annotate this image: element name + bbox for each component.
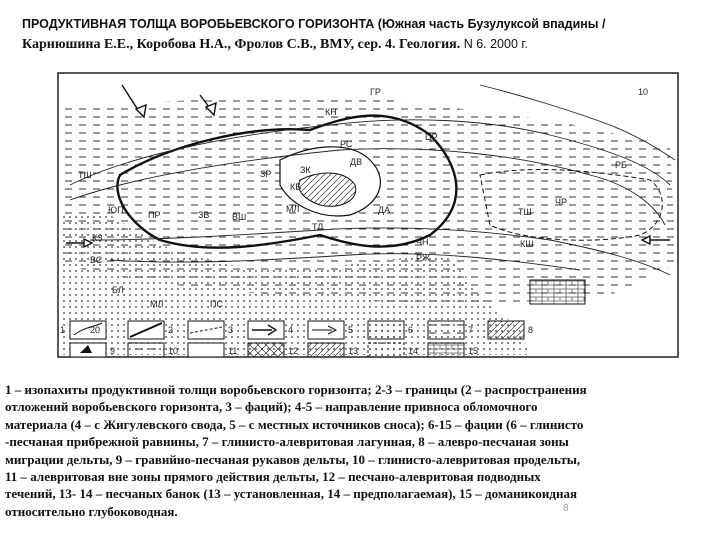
label-da: ДА (378, 205, 391, 215)
label-kz: КЗ (92, 233, 103, 243)
label-zr: ЗР (260, 169, 272, 179)
page-number: 8 (563, 503, 569, 514)
label-bl: БЛ (112, 285, 124, 295)
label-dv: ДВ (350, 157, 363, 167)
legend-3: 3 (228, 325, 234, 335)
label-kn: КН (325, 107, 337, 117)
label-vsh: ВШ (232, 212, 247, 222)
legend-9: 9 (110, 346, 116, 356)
caption-line-2: отложений воробьевского горизонта, 3 – фаций); 4-5 – направление привноса обломочного (5, 399, 538, 415)
header-title (22, 14, 702, 55)
outlier-bank (530, 280, 585, 304)
legend-isopach-value: 20 (90, 325, 101, 335)
caption-line-3: материала (4 – с Жигулевского свода, 5 – с местных источников сноса); 6-15 – фации (6 – глинисто (5, 416, 584, 432)
caption-line-5: миграции дельты, 9 – гравийно-песчаная рукавов дельты, 10 – глинисто-алевритовая продельты, (5, 451, 581, 467)
legend-6: 6 (408, 325, 414, 335)
title-authors: Карнюшина Е.Е., Коробова Н.А., Фролов С.В., ВМУ, сер. 4. Геология. (22, 37, 461, 52)
label-ksh: КШ (520, 239, 534, 249)
label-vs: ВС (90, 255, 103, 265)
label-gr: ГР (370, 87, 381, 97)
label-tl: ТЛ (312, 222, 324, 232)
legend-1: 1 (60, 325, 66, 335)
label-zv: ЗВ (198, 210, 210, 220)
legend-4: 4 (288, 325, 294, 335)
caption-line-4: -песчаная прибрежной равнины, 7 – глинисто-алевритовая лагунная, 8 – алевро-песчаная зоны (5, 434, 569, 450)
caption-line-7: течений, 13- 14 – песчаных банок (13 – установленная, 14 – предполагаемая), 15 – доманикоидная (5, 486, 577, 502)
label-yup: ЮП (108, 205, 124, 215)
legend-15: 15 (468, 346, 479, 356)
facies-map (50, 65, 690, 370)
figure-caption (5, 381, 713, 520)
caption-line-8: относительно глубоководная. (5, 503, 178, 519)
label-chn: ЧН (416, 237, 429, 247)
label-tsh-e: ТШ (518, 207, 532, 217)
legend-7: 7 (468, 325, 474, 335)
legend-8: 8 (528, 325, 534, 335)
label-tsh-w: ТШ (78, 170, 92, 180)
label-rzh: РЖ (416, 253, 431, 263)
caption-line-6: 11 – алевритовая вне зоны прямого действия дельты, 12 – песчано-алевритовая подводных (5, 469, 541, 485)
legend-14: 14 (408, 346, 419, 356)
legend-2: 2 (168, 325, 174, 335)
label-tsr: ЦР (425, 132, 438, 142)
title-reference: N 6. 2000 г. (460, 37, 528, 51)
legend-12: 12 (288, 346, 299, 356)
label-pr: ПР (148, 210, 161, 220)
label-ml-south: МЛ (150, 299, 164, 309)
legend-13: 13 (348, 346, 359, 356)
label-rs: РС (340, 139, 353, 149)
label-10: 10 (638, 87, 649, 97)
title-line-2 (22, 34, 702, 55)
label-zk: ЗК (300, 165, 311, 175)
title-line-1: ПРОДУКТИВНАЯ ТОЛЩА ВОРОБЬЕВСКОГО ГОРИЗОНТА (Южная часть Бузулуксой впадины / (22, 17, 606, 31)
label-chr: ЧР (555, 197, 568, 207)
label-kb: КБ (290, 182, 302, 192)
label-rb: РБ (615, 160, 627, 170)
caption-line-1: 1 – изопахиты продуктивной толщи воробьевского горизонта; 2-3 – границы (2 – распространения (5, 382, 587, 397)
legend-11: 11 (228, 346, 238, 356)
legend-10: 10 (168, 346, 179, 356)
legend-5: 5 (348, 325, 354, 335)
label-ps: ПС (210, 299, 223, 309)
label-ml-center: МЛ (286, 204, 300, 214)
